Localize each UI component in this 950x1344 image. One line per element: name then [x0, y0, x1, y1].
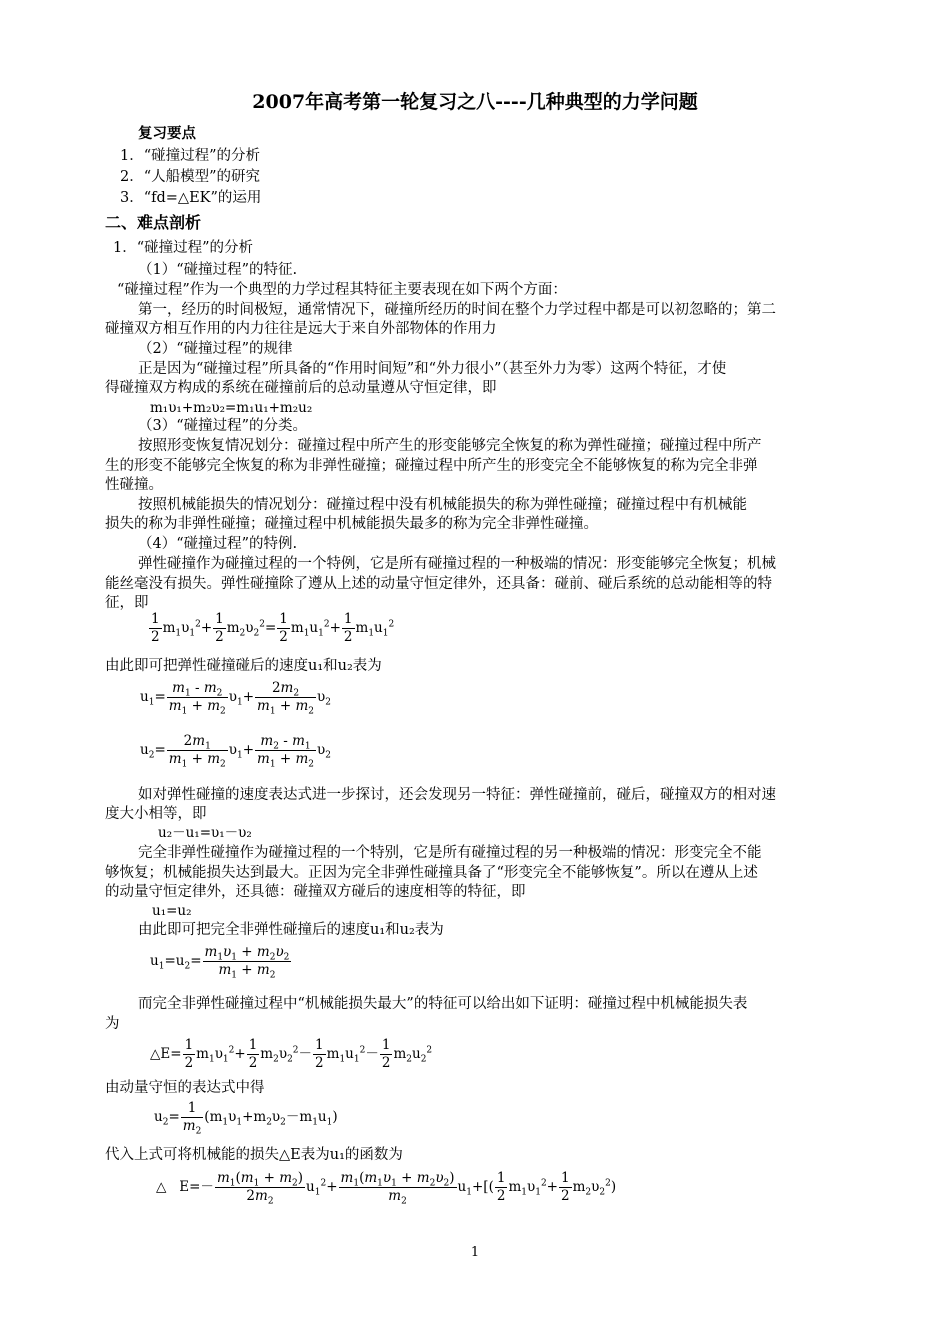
paragraph: 第一，经历的时间极短，通常情况下，碰撞所经历的时间在整个力学过程中都是可以初忽略的；第二	[138, 302, 776, 318]
paragraph: 而完全非弹性碰撞过程中“机械能损失最大”的特征可以给出如下证明：碰撞过程中机械能损失表	[138, 996, 748, 1012]
equation-u2-momentum: $u_2=$ $\frac{1}{m_2}$ $(m_1\upsilon_1+m_2\upsilon_2-m_1u_1)$	[154, 1100, 338, 1137]
equation-equal-velocity: u₁=u₂	[152, 903, 192, 919]
paragraph: 得碰撞双方构成的系统在碰撞前后的总动量遵从守恒定律，即	[105, 380, 497, 396]
page-title: 2007年高考第一轮复习之八----几种典型的力学问题	[252, 91, 698, 113]
equation-energy-loss-function: △ E=－ $\frac{m_1(m_1 + m_2)}{2m_2}$ $u_1^2+$ $\frac{m_1(m_1\upsilon_1 + m_2\upsilon_2)}{m_2}$ $u_1+$[( $\frac{1}{2}$ $m_1\upsilon_1^2+$ $\frac{1}{2}$ $m_2\upsilon_2^2$)	[156, 1170, 617, 1207]
page-number: 1	[470, 1245, 480, 1260]
paragraph: 由动量守恒的表达式中得	[105, 1080, 265, 1096]
paragraph: 如对弹性碰撞的速度表达式进一步探讨，还会发现另一特征：弹性碰撞前，碰后，碰撞双方的相对速	[138, 787, 776, 803]
paragraph: 损失的称为非弹性碰撞；碰撞过程中机械能损失最多的称为完全非弹性碰撞。	[105, 516, 598, 532]
subsection-heading: 1．“碰撞过程”的分析	[113, 240, 254, 256]
paragraph: 的动量守恒定律外，还具德：碰撞双方碰后的速度相等的特征，即	[105, 884, 526, 900]
equation-momentum: m₁υ₁+m₂υ₂=m₁u₁+m₂u₂	[150, 400, 313, 416]
equation-u2-elastic: $u_2=$ $\frac{2m_1}{m_1 + m_2}$ $\upsilon_1+$ $\frac{m_2 - m_1}{m_1 + m_2}$ $\upsilon_2$	[140, 733, 331, 770]
equation-inelastic-velocity: $u_1=u_2=$ $\frac{m_1\upsilon_1 + m_2\upsilon_2}{m_1 + m_2}$	[150, 944, 290, 981]
paragraph: 够恢复；机械能损失达到最大。正因为完全非弹性碰撞具备了“形变完全不能够恢复”。所以在遵从上述	[105, 865, 758, 881]
paragraph: 代入上式可将机械能的损失△E表为u₁的函数为	[105, 1147, 403, 1163]
paragraph: 能丝毫没有损失。弹性碰撞除了遵从上述的动量守恒定律外，还具备：碰前、碰后系统的总动能相等的特	[105, 576, 772, 592]
paragraph: 度大小相等，即	[105, 806, 207, 822]
paragraph: 由此即可把弹性碰撞碰后的速度u₁和u₂表为	[105, 658, 382, 674]
equation-relative-velocity: u₂－u₁=υ₁－υ₂	[158, 825, 252, 841]
paragraph: 按照机械能损失的情况划分：碰撞过程中没有机械能损失的称为弹性碰撞；碰撞过程中有机械能	[138, 497, 747, 513]
review-heading: 复习要点	[138, 125, 196, 142]
equation-energy-loss: △E= $\frac{1}{2}$ $m_1\upsilon_1^2+$ $\frac{1}{2}$ $m_2\upsilon_2^2-$ $\frac{1}{2}$ $m_1u_1^2-$ $\frac{1}{2}$ $m_2u_2^2$	[150, 1037, 433, 1071]
paragraph: “碰撞过程”作为一个典型的力学过程其特征主要表现在如下两个方面：	[117, 282, 567, 298]
section-heading: 二、难点剖析	[105, 213, 202, 232]
equation-kinetic-energy: $\frac{1}{2}$ $m_1\upsilon_1^2+$ $\frac{1}{2}$ $m_2\upsilon_2^2=$ $\frac{1}{2}$ $m_1u_1^2+$ $\frac{1}{2}$ $m_1u_1^2$	[151, 611, 395, 645]
paragraph: 由此即可把完全非弹性碰撞后的速度u₁和u₂表为	[138, 922, 444, 938]
paragraph: （4）“碰撞过程”的特例.	[138, 536, 298, 552]
paragraph: 生的形变不能够完全恢复的称为非弹性碰撞；碰撞过程中所产生的形变完全不能够恢复的称为完全非弹	[105, 458, 758, 474]
paragraph: （3）“碰撞过程”的分类。	[138, 418, 308, 434]
review-item: 3．“fd=△EK”的运用	[120, 190, 262, 206]
equation-u1-elastic: $u_1=$ $\frac{m_1 - m_2}{m_1 + m_2}$ $\upsilon_1+$ $\frac{2m_2}{m_1 + m_2}$ $\upsilon_2$	[140, 680, 331, 717]
paragraph: 弹性碰撞作为碰撞过程的一个特例，它是所有碰撞过程的一种极端的情况：形变能够完全恢复；机械	[138, 556, 776, 572]
review-item: 2．“人船模型”的研究	[120, 169, 261, 185]
paragraph: 性碰撞。	[105, 477, 163, 493]
paragraph: 完全非弹性碰撞作为碰撞过程的一个特别，它是所有碰撞过程的另一种极端的情况：形变完全不能	[138, 845, 762, 861]
paragraph: 为	[105, 1016, 120, 1032]
paragraph: 按照形变恢复情况划分：碰撞过程中所产生的形变能够完全恢复的称为弹性碰撞；碰撞过程中所产	[138, 438, 762, 454]
paragraph: 碰撞双方相互作用的内力往往是远大于来自外部物体的作用力	[105, 321, 497, 337]
paragraph: （2）“碰撞过程”的规律	[138, 341, 293, 357]
paragraph: 正是因为“碰撞过程”所具备的“作用时间短”和“外力很小”（甚至外力为零）这两个特征，才使	[138, 361, 727, 377]
paragraph: 征，即	[105, 595, 149, 611]
paragraph: （1）“碰撞过程”的特征.	[138, 262, 298, 278]
review-item: 1．“碰撞过程”的分析	[120, 148, 261, 164]
